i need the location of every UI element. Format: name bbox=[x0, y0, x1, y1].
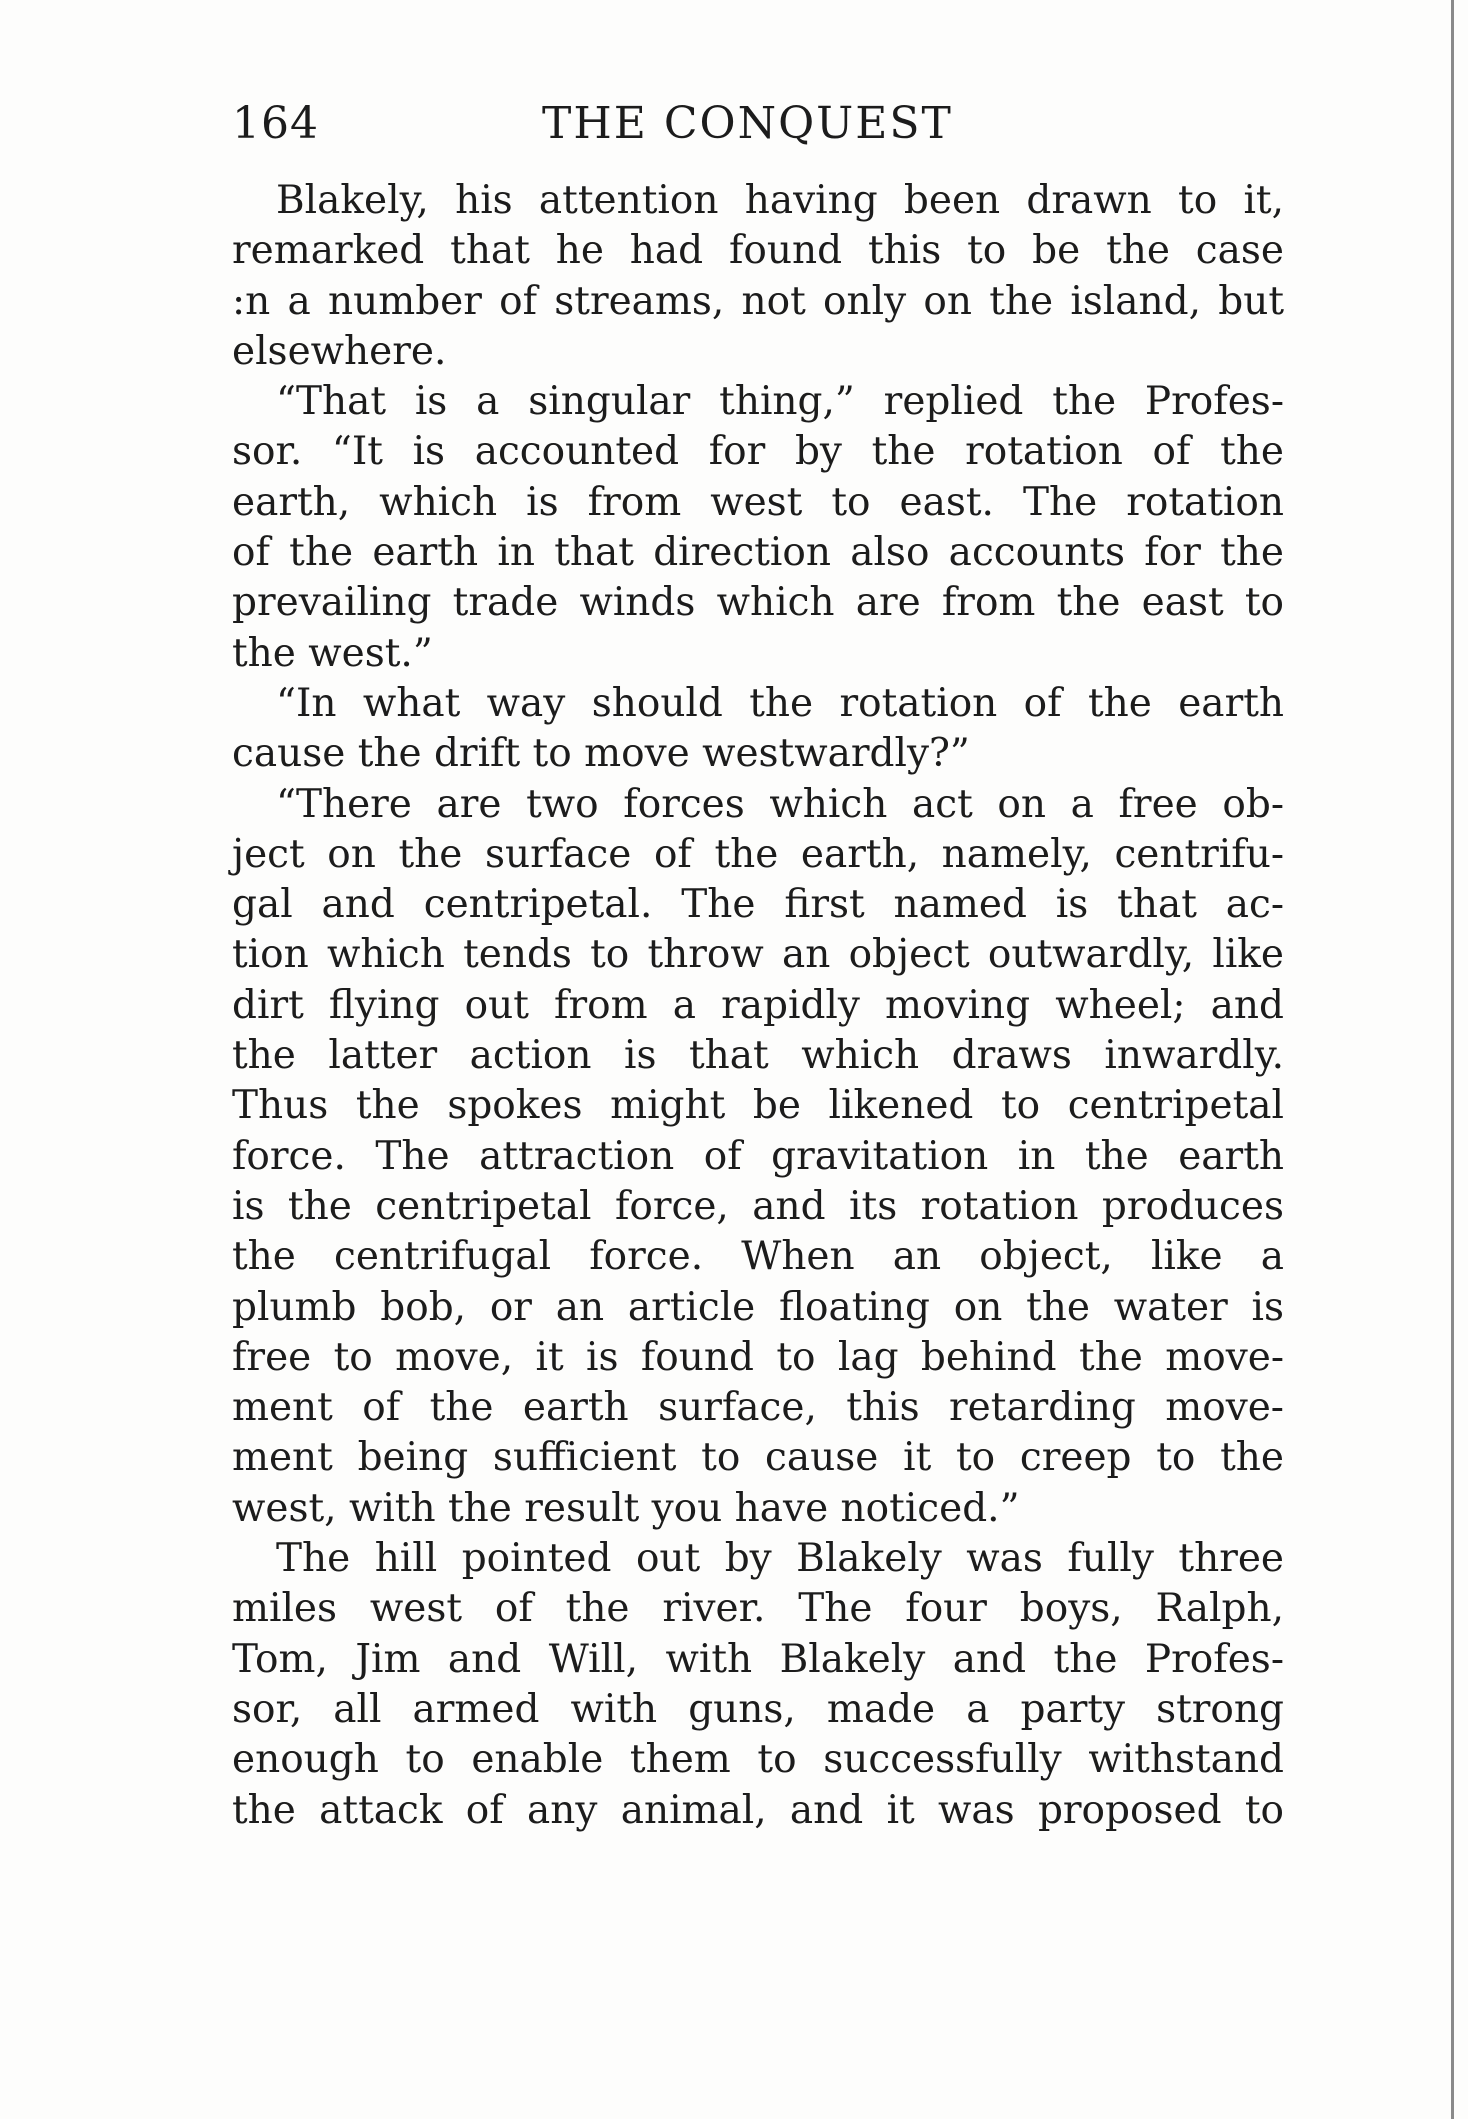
text-line: tion which tends to throw an object outwardly, like bbox=[232, 932, 1284, 978]
text-line: Thus the spokes might be likened to centripetal bbox=[232, 1083, 1284, 1129]
text-line: of the earth in that direction also accounts for the bbox=[232, 530, 1284, 576]
text-line: force. The attraction of gravitation in the earth bbox=[232, 1133, 1284, 1179]
text-line: the latter action is that which draws inwardly. bbox=[232, 1033, 1284, 1079]
text-line: the attack of any animal, and it was proposed to bbox=[232, 1787, 1284, 1833]
text-line: the west.” bbox=[232, 630, 433, 676]
page-number: 164 bbox=[232, 98, 319, 149]
text-line: plumb bob, or an article floating on the water is bbox=[232, 1284, 1284, 1330]
text-line: prevailing trade winds which are from the east to bbox=[232, 580, 1284, 626]
text-line: miles west of the river. The four boys, Ralph, bbox=[232, 1586, 1284, 1632]
running-title: THE CONQUEST bbox=[542, 98, 953, 149]
text-line: Blakely, his attention having been drawn to it, bbox=[276, 178, 1284, 223]
text-line: The hill pointed out by Blakely was fully three bbox=[276, 1536, 1284, 1582]
text-line: cause the drift to move westwardly?” bbox=[232, 731, 970, 777]
body-text bbox=[232, 176, 1284, 1836]
text-line: ject on the surface of the earth, namely, centrifu- bbox=[232, 831, 1284, 877]
text-line: sor. “It is accounted for by the rotation of the bbox=[232, 429, 1284, 475]
running-head bbox=[232, 92, 1284, 156]
text-line: “There are two forces which act on a free ob- bbox=[276, 781, 1284, 827]
text-line: dirt flying out from a rapidly moving wheel; and bbox=[232, 982, 1284, 1028]
text-line: the centrifugal force. When an object, like a bbox=[232, 1234, 1284, 1280]
text-line: free to move, it is found to lag behind the move- bbox=[232, 1334, 1284, 1380]
text-line: ment being sufficient to cause it to creep to the bbox=[232, 1435, 1284, 1481]
text-line: ment of the earth surface, this retarding move- bbox=[232, 1385, 1284, 1431]
text-line: Tom, Jim and Will, with Blakely and the Profes- bbox=[232, 1636, 1284, 1682]
text-line: is the centripetal force, and its rotation produces bbox=[232, 1183, 1284, 1229]
text-line: enough to enable them to successfully withstand bbox=[232, 1737, 1284, 1783]
text-line: “In what way should the rotation of the earth bbox=[276, 680, 1284, 726]
text-line: sor, all armed with guns, made a party strong bbox=[232, 1686, 1284, 1732]
text-line: elsewhere. bbox=[232, 328, 447, 374]
page-edge-rule bbox=[1451, 0, 1454, 2119]
text-line: earth, which is from west to east. The rotation bbox=[232, 479, 1284, 525]
text-line: gal and centripetal. The first named is that ac- bbox=[232, 882, 1284, 928]
text-line: :n a number of streams, not only on the island, but bbox=[232, 278, 1284, 324]
text-line: remarked that he had found this to be the case bbox=[232, 228, 1284, 274]
text-line: “That is a singular thing,” replied the Profes- bbox=[276, 379, 1284, 425]
text-line: west, with the result you have noticed.” bbox=[232, 1485, 1020, 1531]
